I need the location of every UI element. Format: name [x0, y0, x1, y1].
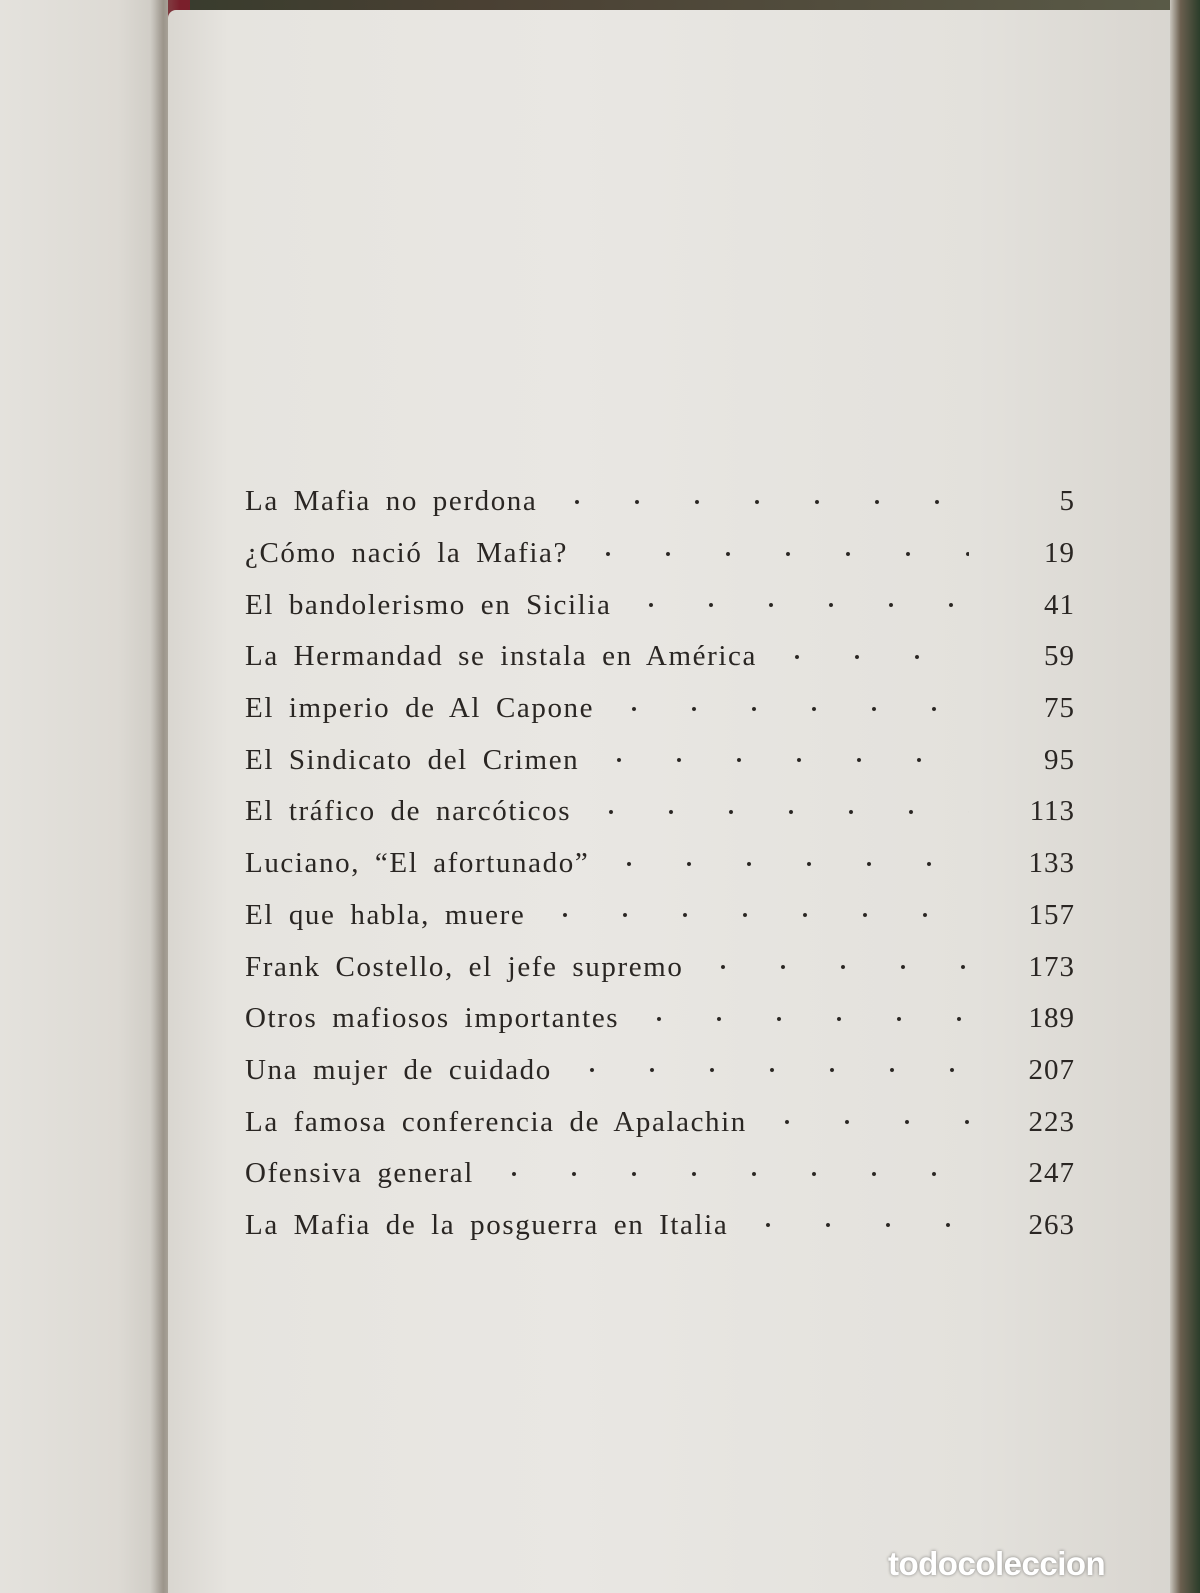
dot-leader [547, 497, 969, 507]
toc-entry-page-number: 247 [1028, 1157, 1075, 1190]
toc-entry-page-number: 41 [1044, 588, 1075, 621]
toc-entry-title: El tráfico de narcóticos [245, 795, 572, 828]
toc-entry-title: ¿Cómo nació la Mafia? [245, 537, 568, 570]
toc-entry-page-number: 133 [1028, 847, 1075, 880]
dot-leader [621, 600, 969, 610]
dot-leader [738, 1220, 969, 1230]
toc-entry-title: Ofensiva general [245, 1157, 474, 1190]
toc-entry-page-number: 5 [1059, 485, 1075, 518]
toc-entry [245, 683, 1075, 735]
toc-entry-page-number: 113 [1029, 795, 1075, 828]
toc-entry-page-number: 157 [1028, 898, 1075, 931]
toc-entry-page-number: 263 [1028, 1208, 1075, 1241]
toc-entry [245, 528, 1075, 580]
toc-entry [245, 1148, 1075, 1200]
table-of-contents [245, 476, 1075, 1251]
toc-entry-page-number: 189 [1028, 1002, 1075, 1035]
left-page [0, 0, 168, 1593]
toc-entry-title: La Mafia de la posguerra en Italia [245, 1208, 729, 1241]
toc-entry [245, 890, 1075, 942]
dot-leader [589, 755, 969, 765]
dot-leader [562, 1065, 969, 1075]
toc-entry-title: El bandolerismo en Sicilia [245, 588, 612, 621]
page-edge [1170, 0, 1200, 1593]
toc-entry [245, 631, 1075, 683]
toc-entry [245, 993, 1075, 1045]
toc-entry-title: La famosa conferencia de Apalachin [245, 1105, 747, 1138]
toc-entry-title: La Mafia no perdona [245, 485, 538, 518]
dot-leader [578, 549, 969, 559]
toc-entry-title: Frank Costello, el jefe supremo [245, 950, 684, 983]
toc-entry-title: La Hermandad se instala en América [245, 640, 757, 673]
toc-entry [245, 1045, 1075, 1097]
dot-leader [535, 910, 969, 920]
toc-entry-title: El que habla, muere [245, 898, 526, 931]
toc-entry-title: Una mujer de cuidado [245, 1053, 552, 1086]
toc-entry [245, 579, 1075, 631]
toc-entry-title: Luciano, “El afortunado” [245, 847, 590, 880]
toc-entry [245, 786, 1075, 838]
toc-entry-page-number: 173 [1028, 950, 1075, 983]
toc-entry [245, 476, 1075, 528]
dot-leader [629, 1014, 969, 1024]
watermark-logo: todocoleccion [888, 1545, 1106, 1582]
dot-leader [484, 1169, 969, 1179]
toc-entry-page-number: 75 [1044, 692, 1075, 725]
dot-leader [757, 1117, 969, 1127]
toc-entry [245, 1096, 1075, 1148]
toc-entry-page-number: 207 [1028, 1053, 1075, 1086]
toc-entry-page-number: 19 [1044, 537, 1075, 570]
toc-entry [245, 734, 1075, 786]
dot-leader [693, 962, 969, 972]
toc-entry-title: El imperio de Al Capone [245, 692, 595, 725]
toc-entry-page-number: 95 [1044, 743, 1075, 776]
dot-leader [767, 652, 969, 662]
toc-entry-page-number: 223 [1028, 1105, 1075, 1138]
toc-entry [245, 1200, 1075, 1252]
toc-entry-page-number: 59 [1044, 640, 1075, 673]
toc-entry-title: Otros mafiosos importantes [245, 1002, 620, 1035]
dot-leader [581, 807, 969, 817]
toc-entry [245, 838, 1075, 890]
dot-leader [599, 859, 969, 869]
dot-leader [604, 704, 969, 714]
toc-entry [245, 941, 1075, 993]
toc-entry-title: El Sindicato del Crimen [245, 743, 580, 776]
